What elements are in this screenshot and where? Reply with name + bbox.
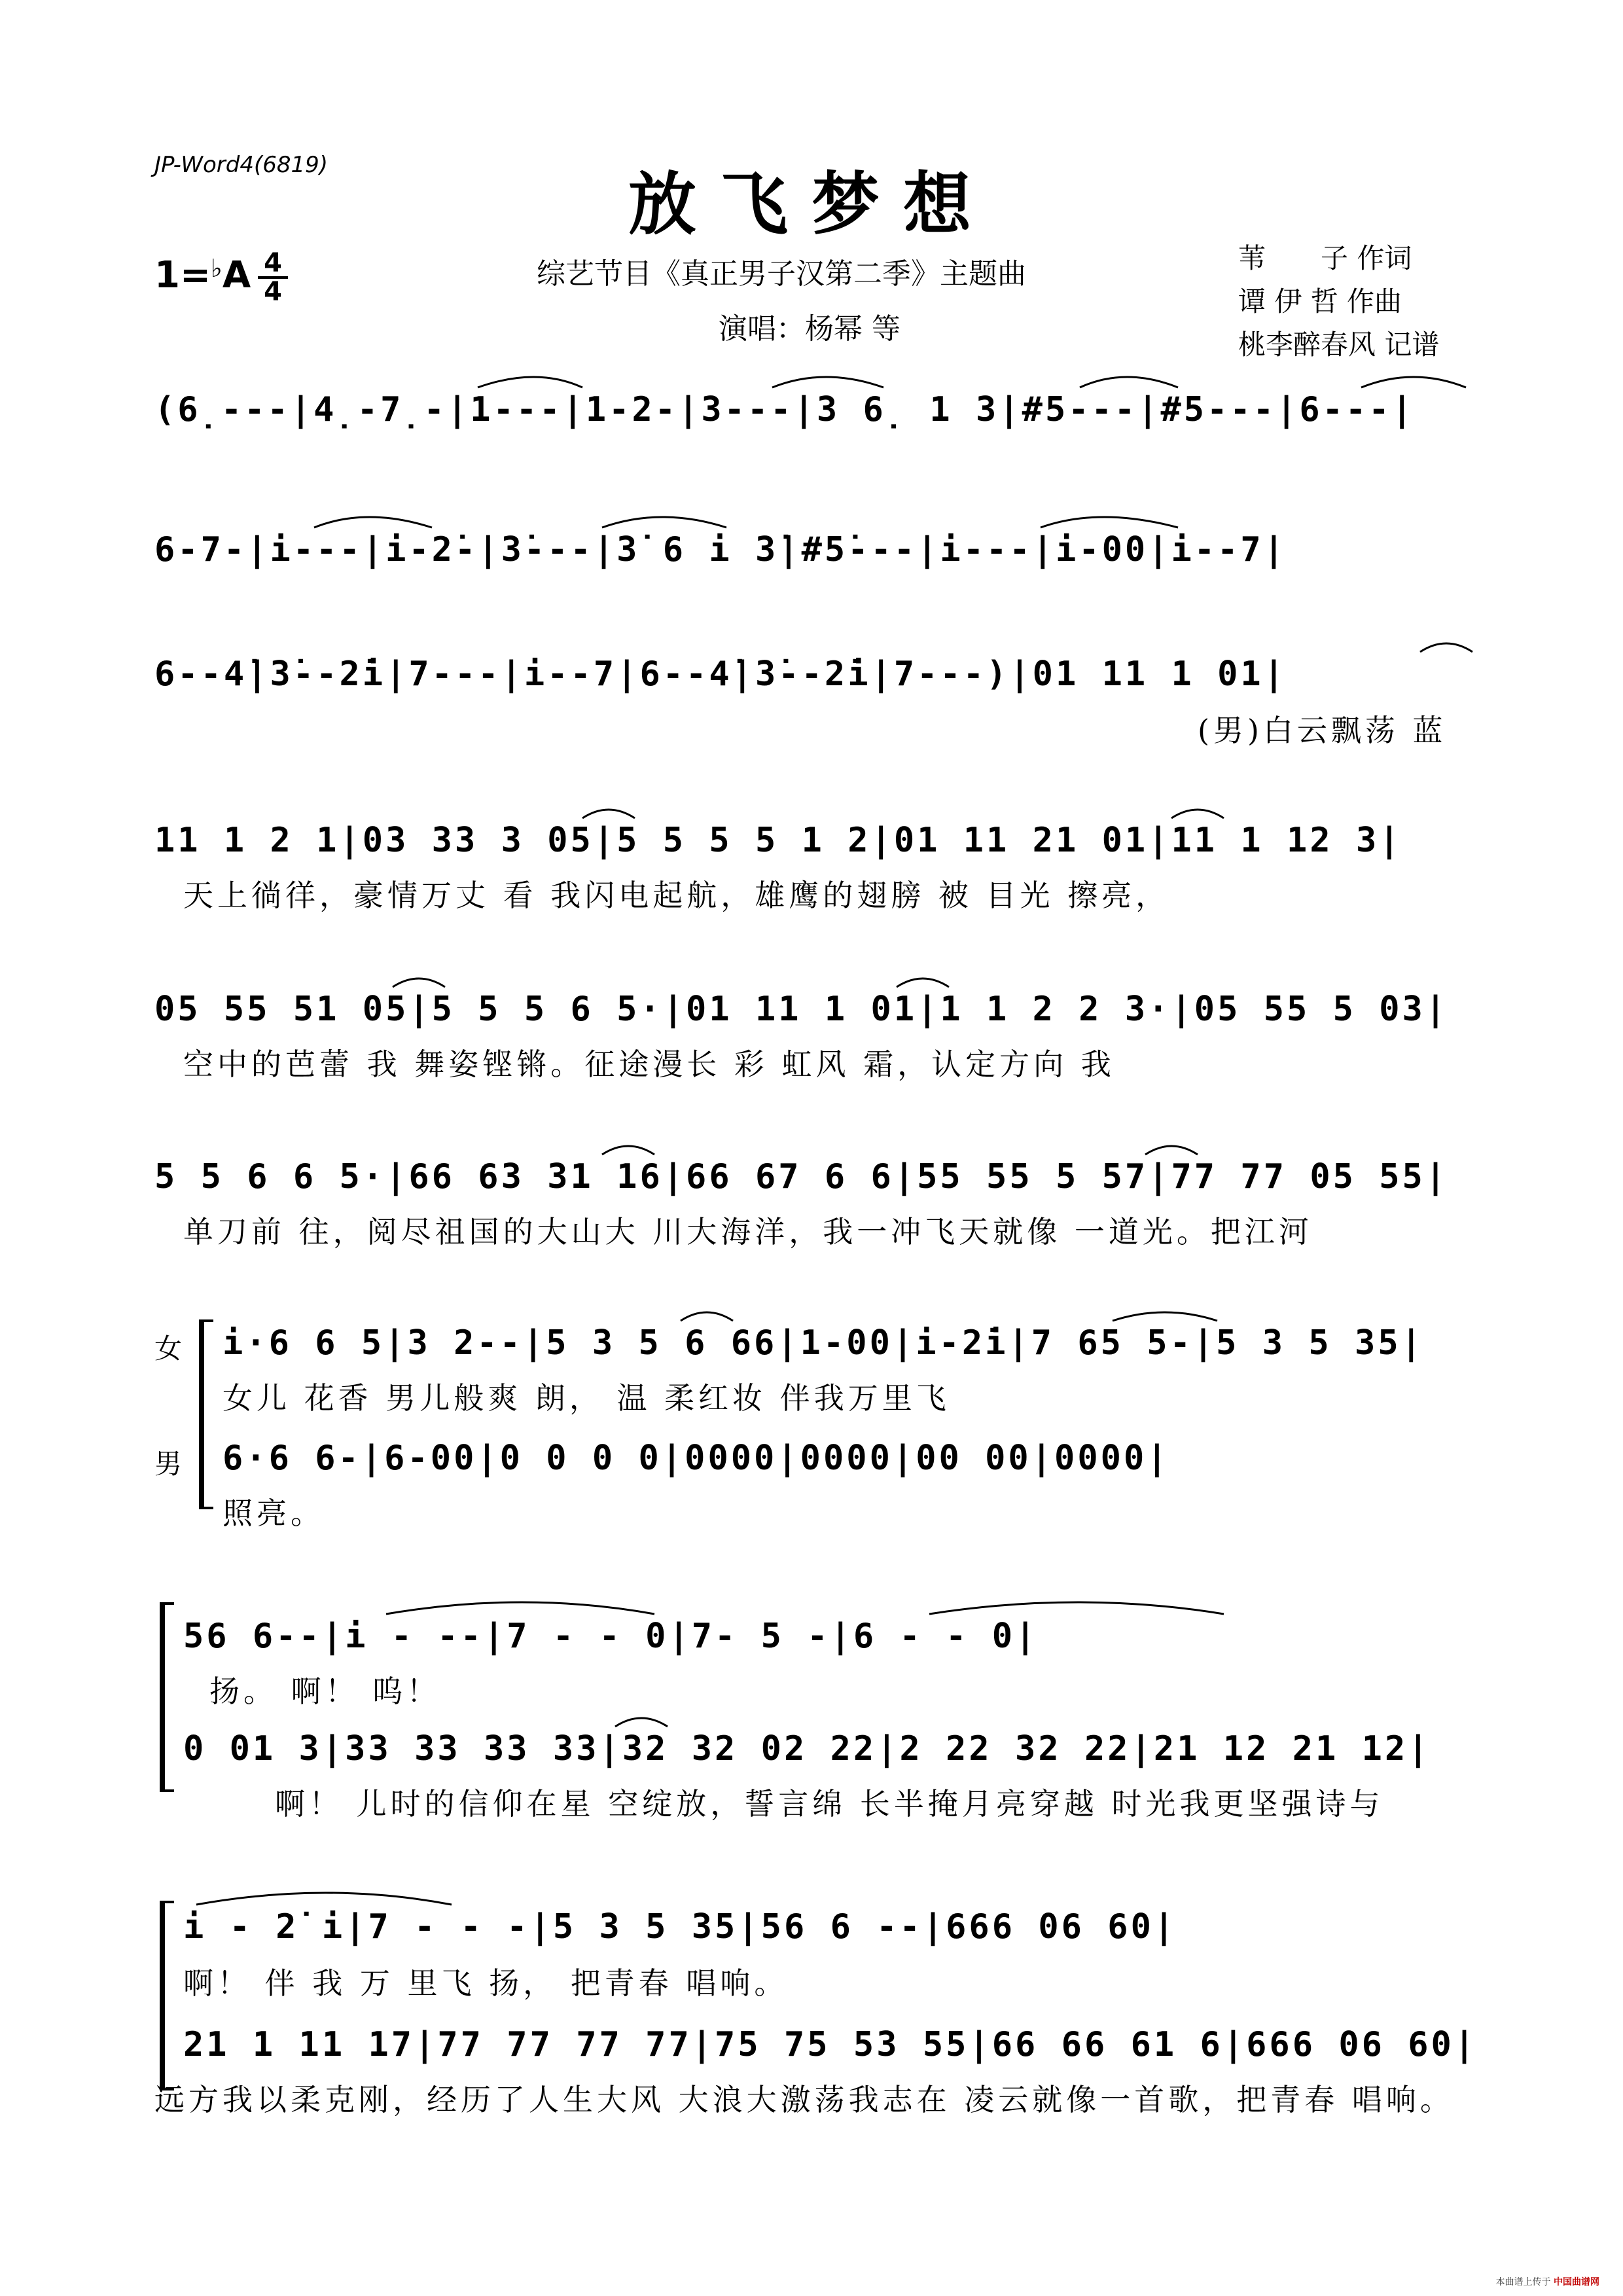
female-part-label: 女 bbox=[154, 1333, 183, 1365]
score-row-1: (6̣---|4̣-7̣-|1---|1-2-|3---|3 6̣ 1 3|#5---|#5---|6---| bbox=[154, 390, 1415, 429]
key-prefix: 1= bbox=[154, 254, 211, 296]
lyricist-credit: 苇 子 作词 bbox=[1238, 242, 1412, 274]
score-row-5: 05 55 51 05|5 5 5 6 5·|01 11 1 01|1 1 2 2 3·|05 55 5 03| bbox=[154, 990, 1449, 1029]
lyric-row-8-male: 啊！ 儿时的信仰在星 空绽放，誓言绵 长半掩月亮穿越 时光我更坚强诗与 bbox=[275, 1786, 1384, 1821]
score-row-9-female: i - 2̇ i|7 - - -|5 3 5 35|56 6 --|666 06 60| bbox=[183, 1907, 1177, 1946]
score-row-2: 6-7-|i---|i-2̇-|3̇---|3̇ 6 i 3̇|#5̇---|i---|i-00|i--7| bbox=[154, 530, 1287, 569]
male-part-label: 男 bbox=[154, 1448, 183, 1480]
score-row-3: 6--4̇|3̇--2̇i|7---|i--7|6--4̇|3̇--2̇i|7---)|01 11 1 01| bbox=[154, 655, 1287, 694]
score-row-7-female: i·6 6 5|3 2--|5 3 5 6 66|1-00|i-2̇i|7 65 5-|5 3 5 35| bbox=[223, 1323, 1424, 1363]
lyric-row-7-female: 女儿 花香 男儿般爽 朗， 温 柔红妆 伴我万里飞 bbox=[223, 1380, 950, 1416]
flat-sign: ♭ bbox=[210, 254, 223, 283]
lyric-row-8-female: 扬。 啊！ 呜！ bbox=[209, 1674, 441, 1709]
lyric-row-3: (男)白云飘荡 蓝 bbox=[1198, 713, 1447, 748]
site-logo: 中国曲谱网 bbox=[1554, 2277, 1599, 2287]
score-row-8-female: 56 6--|i - --|7 - - 0|7- 5 -|6 - - 0| bbox=[183, 1617, 1039, 1656]
song-title: 放飞梦想 bbox=[628, 164, 995, 244]
meter-bottom: 4 bbox=[264, 277, 282, 307]
singer: 演唱：杨幂 等 bbox=[719, 312, 901, 346]
lyric-row-6: 单刀前 往，阅尽祖国的大山大 川大海洋，我一冲飞天就像 一道光。把江河 bbox=[183, 1214, 1313, 1249]
footer-credit bbox=[1496, 2275, 1599, 2288]
score-row-6: 5 5 6 6 5·|66 63 31 16|66 67 6 6|55 55 5 57|77 77 05 55| bbox=[154, 1157, 1449, 1196]
composer-credit: 谭 伊 哲 作曲 bbox=[1238, 285, 1402, 317]
lyric-row-4: 天上徜徉，豪情万丈 看 我闪电起航，雄鹰的翅膀 被 目光 擦亮， bbox=[183, 878, 1170, 913]
transcriber-credit: 桃李醉春风 记谱 bbox=[1238, 329, 1440, 361]
source-label: JP-Word4(6819) bbox=[154, 152, 329, 178]
lyric-row-9-male: 远方我以柔克刚，经历了人生大风 大浪大激荡我志在 凌云就像一首歌，把青春 唱响。 bbox=[154, 2082, 1454, 2117]
lyric-row-5: 空中的芭蕾 我 舞姿铿锵。征途漫长 彩 虹风 霜，认定方向 我 bbox=[183, 1047, 1115, 1082]
score-row-9-male: 21 1 11 17|77 77 77 77|75 75 53 55|66 66 61 6|666 06 60| bbox=[183, 2025, 1478, 2064]
key-note: A bbox=[222, 254, 251, 296]
lyric-row-7-male: 照亮。 bbox=[223, 1496, 325, 1531]
upload-text: 本曲谱上传于 bbox=[1495, 2277, 1551, 2287]
lyric-row-9-female: 啊！ 伴 我 万 里飞 扬， 把青春 唱响。 bbox=[183, 1965, 789, 2001]
score-row-4: 11 1 2 1|03 33 3 05|5 5 5 5 1 2|01 11 21 01|11 1 12 3| bbox=[154, 821, 1402, 860]
subtitle: 综艺节目《真正男子汉第二季》主题曲 bbox=[537, 257, 1026, 291]
score-row-8-male: 0 01 3|33 33 33 33|32 32 02 22|2 22 32 22|21 12 21 12| bbox=[183, 1729, 1431, 1768]
score-row-7-male: 6·6 6-|6-00|0 0 0 0|0000|0000|00 00|0000| bbox=[223, 1439, 1170, 1478]
meter-top: 4 bbox=[264, 248, 282, 278]
